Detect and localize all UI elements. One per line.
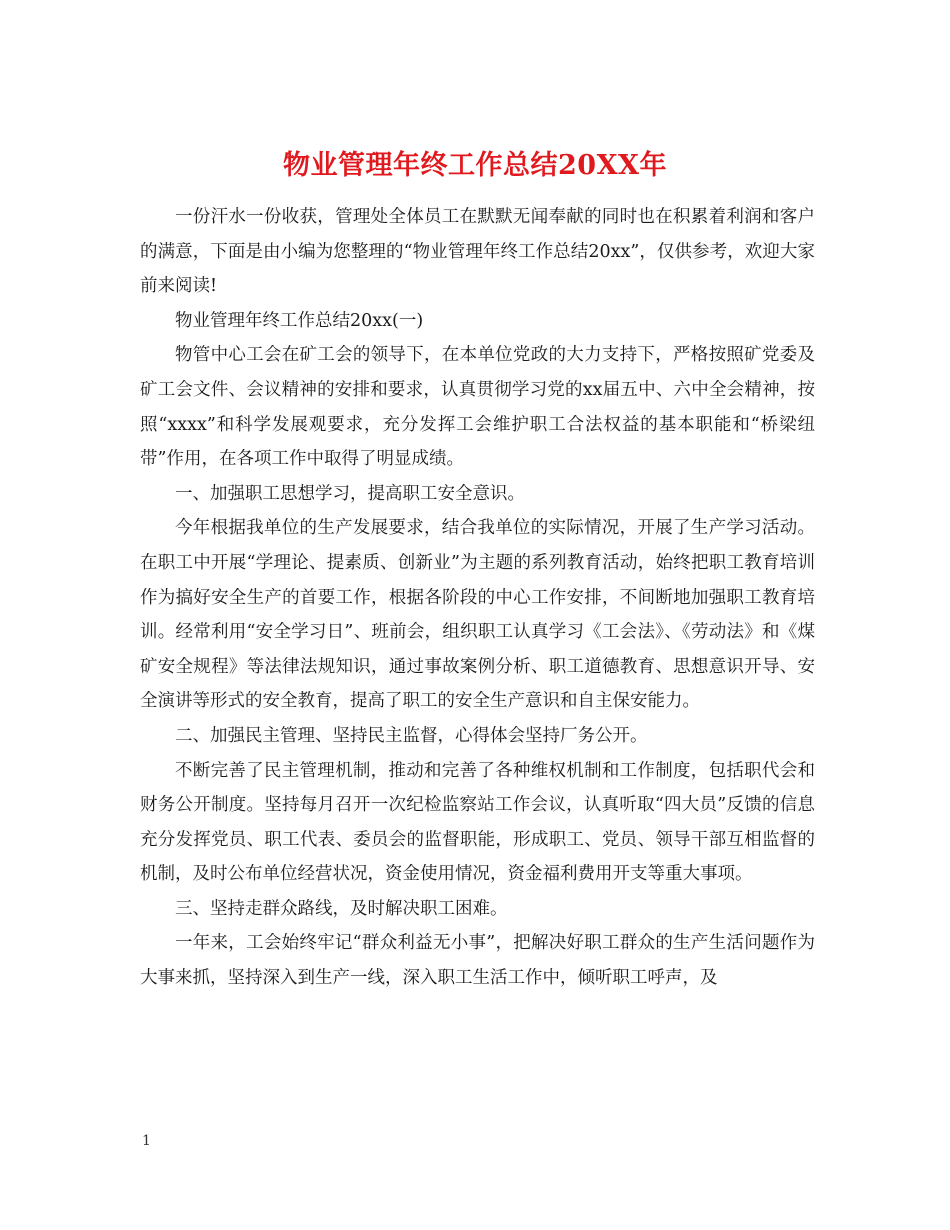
- body-paragraph: 一年来，工会始终牢记“群众利益无小事”，把解决好职工群众的生产生活问题作为大事来抓，坚持深入到生产一线，深入职工生活工作中，倾听职工呼声，及: [140, 933, 815, 989]
- document-body: [140, 200, 815, 996]
- subsection-heading: 二、加强民主管理、坚持民主监督，心得体会坚持厂务公开。: [175, 725, 648, 746]
- page-number: 1: [142, 1133, 151, 1149]
- document-title: 物业管理年终工作总结20XX年: [283, 150, 667, 182]
- intro-paragraph: 一份汗水一份收获，管理处全体员工在默默无闻奉献的同时也在积累着利润和客户的满意，下面是由小编为您整理的“物业管理年终工作总结20xx”，仅供参考，欢迎大家前来阅读!: [140, 207, 815, 297]
- subsection-heading: 三、坚持走群众路线，及时解决职工困难。: [175, 898, 508, 919]
- section-heading: 物业管理年终工作总结20xx(一): [175, 310, 424, 331]
- body-paragraph: 物管中心工会在矿工会的领导下，在本单位党政的大力支持下，严格按照矿党委及矿工会文件、会议精神的安排和要求，认真贯彻学习党的xx届五中、六中全会精神，按照“xxxx”和科学发展观要求，充分发挥工会维护职工合法权益的基本职能和“桥梁纽带”作用，在各项工作中取得了明显成绩。: [140, 345, 815, 470]
- subsection-heading: 一、加强职工思想学习，提高职工安全意识。: [175, 483, 525, 504]
- body-paragraph: 不断完善了民主管理机制，推动和完善了各种维权机制和工作制度，包括职代会和财务公开制度。坚持每月召开一次纪检监察站工作会议，认真听取“四大员”反馈的信息充分发挥党员、职工代表、委员会的监督职能，形成职工、党员、领导干部互相监督的机制，及时公布单位经营状况，资金使用情况，资金福利费用开支等重大事项。: [140, 760, 815, 885]
- body-paragraph: 今年根据我单位的生产发展要求，结合我单位的实际情况，开展了生产学习活动。在职工中开展“学理论、提素质、创新业”为主题的系列教育活动，始终把职工教育培训作为搞好安全生产的首要工作，根据各阶段的中心工作安排，不间断地加强职工教育培训。经常利用“安全学习日”、班前会，组织职工认真学习《工会法》、《劳动法》和《煤矿安全规程》等法律法规知识，通过事故案例分析、职工道德教育、思想意识开导、安全演讲等形式的安全教育，提高了职工的安全生产意识和自主保安能力。: [140, 518, 815, 712]
